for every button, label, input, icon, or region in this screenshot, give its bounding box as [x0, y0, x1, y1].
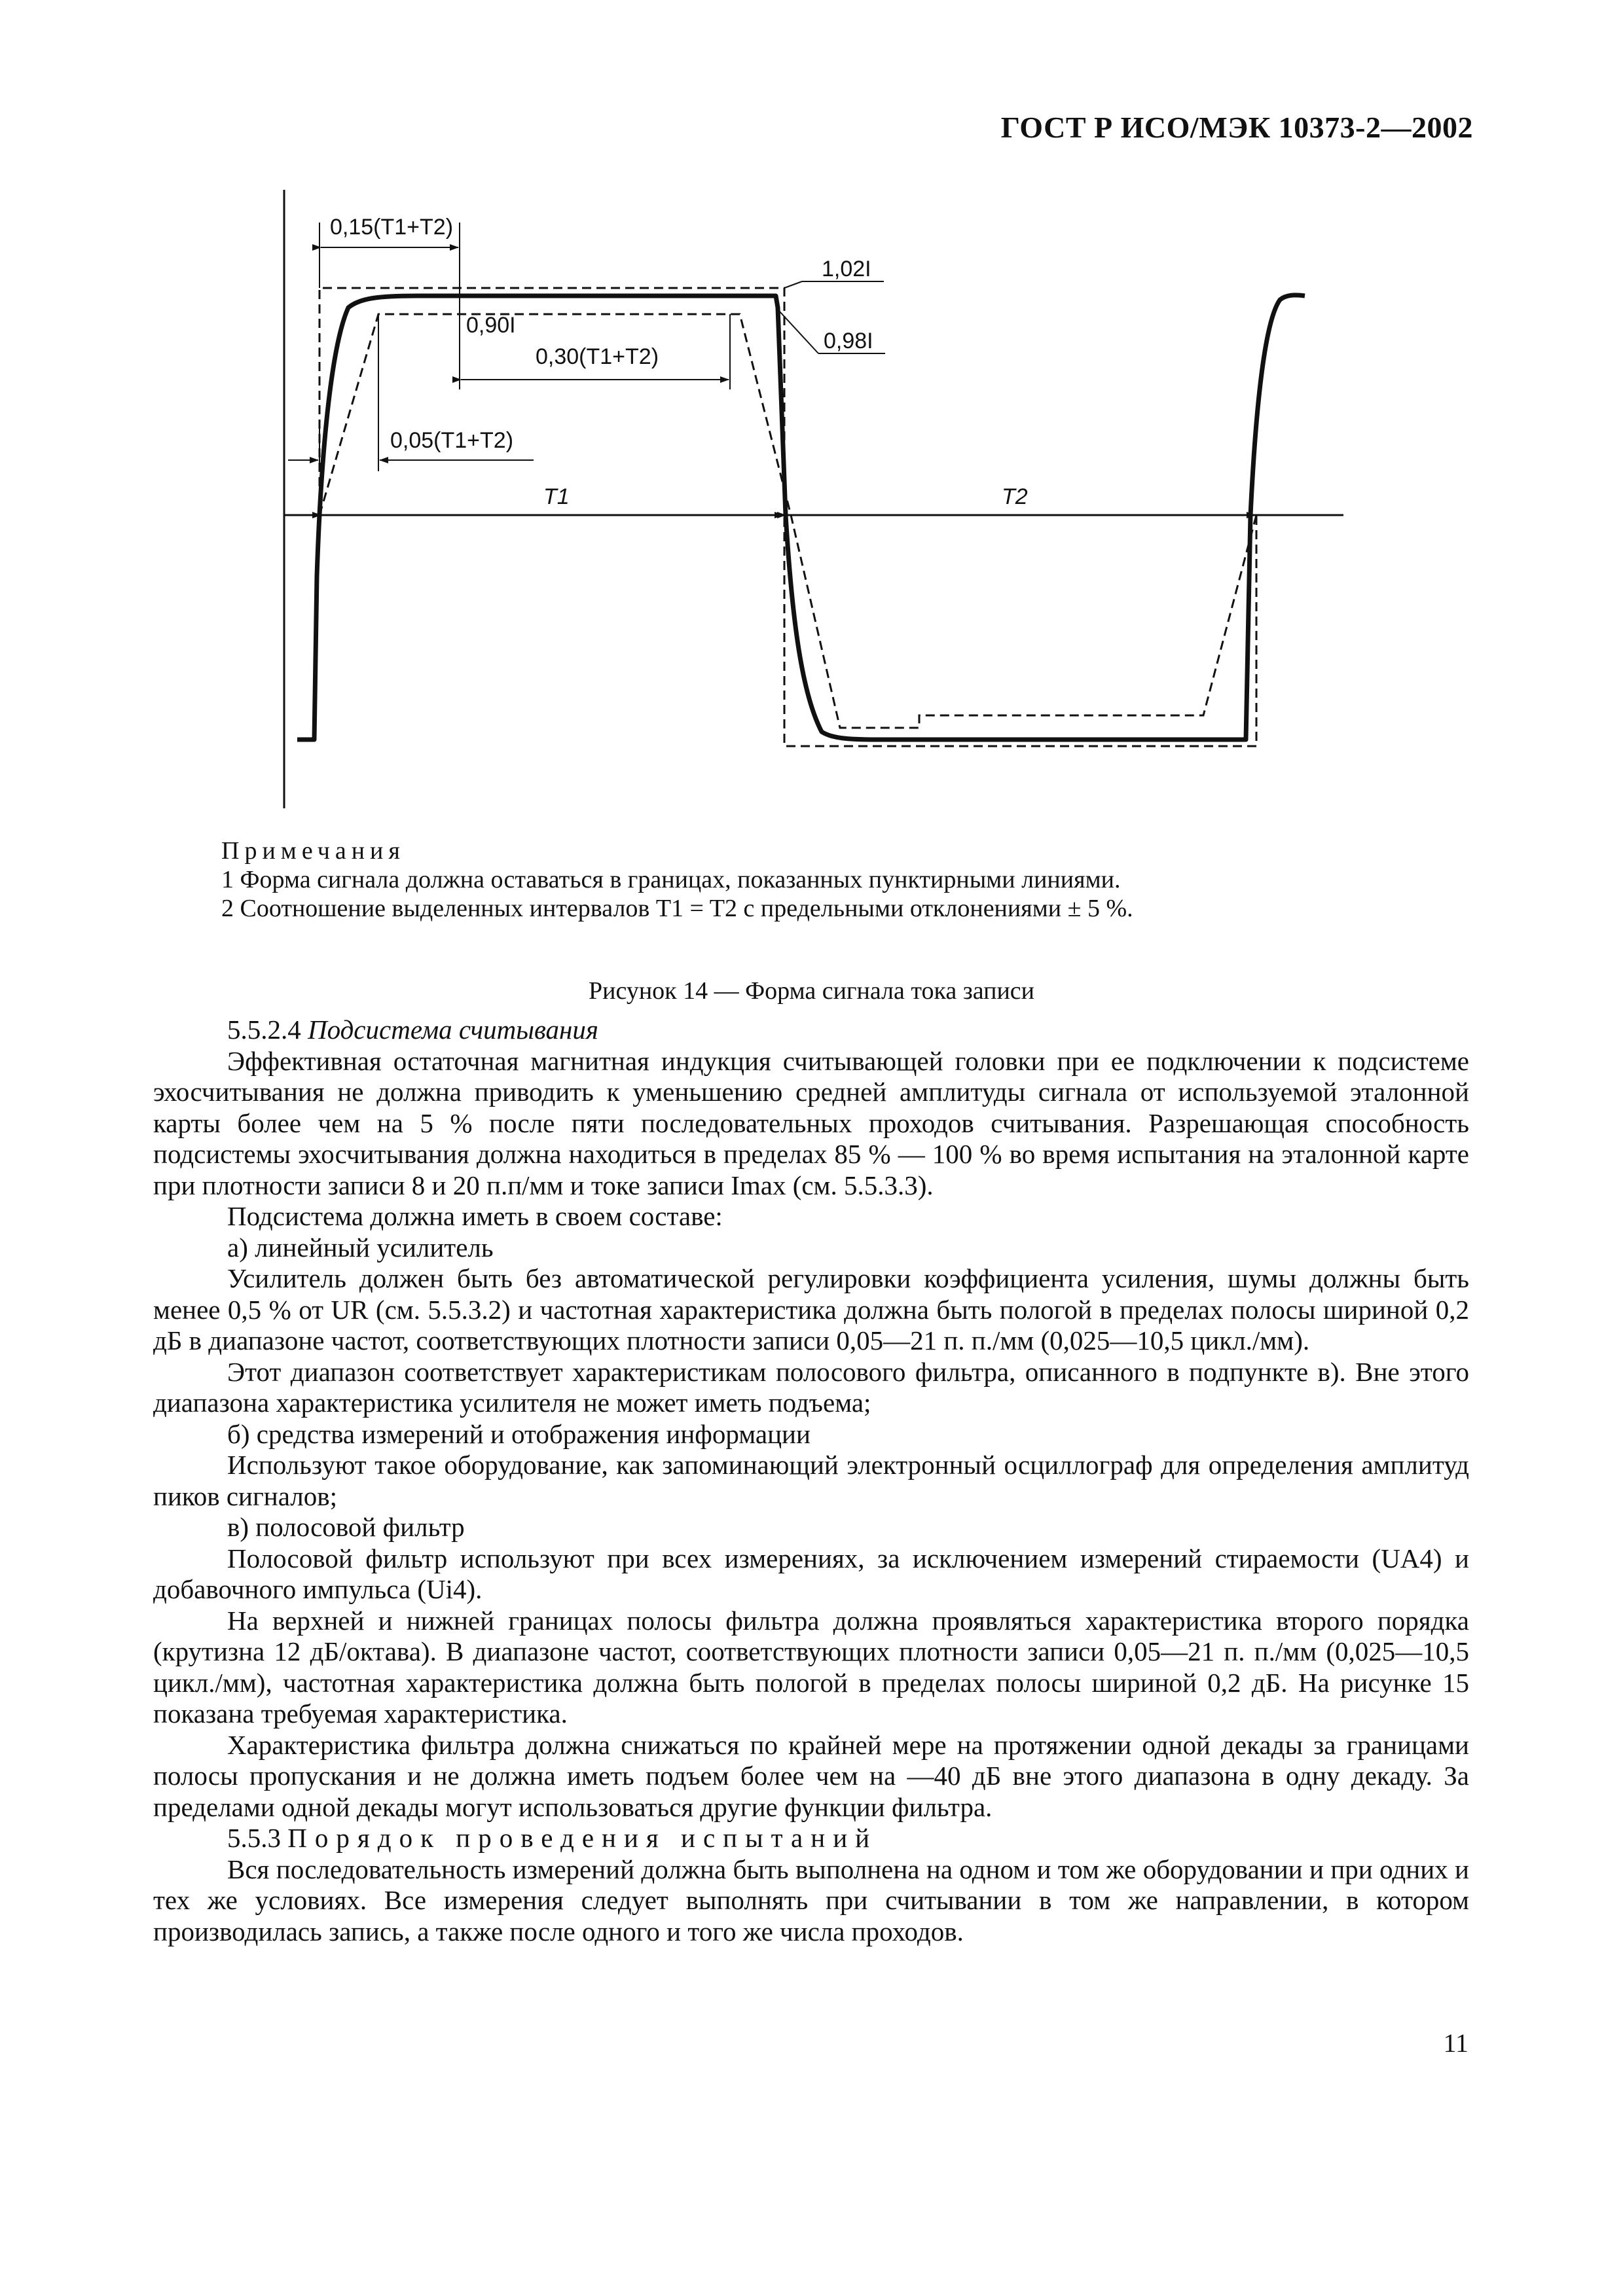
dim-015-label: 0,15(T1+T2): [330, 215, 454, 240]
document-header: ГОСТ Р ИСО/МЭК 10373-2—2002: [1000, 111, 1473, 144]
level-102-label: 1,02I: [822, 257, 871, 281]
t1-label: T1: [543, 484, 570, 509]
section-number: 5.5.2.4: [227, 1014, 301, 1045]
paragraph: На верхней и нижней границах полосы фильтра должна проявляться характеристика второго порядка (крутизна 12 дБ/октава). В диапазоне частот, соответствующих плотности записи 0,05—21 п. п./мм (0,025—10,5 цикл./мм), частотная характеристика должна быть пологой в пределах полосы шириной 0,2 дБ. На рисунке 15 показана требуемая характеристика.: [153, 1605, 1469, 1729]
t2-label: T2: [1002, 484, 1028, 509]
level-102-leader: [784, 281, 802, 288]
list-item: а) линейный усилитель: [227, 1232, 494, 1263]
section-title: Подсистема считывания: [308, 1014, 598, 1045]
write-current-waveform-figure: [0, 0, 1623, 851]
section-number: 5.5.3: [227, 1823, 281, 1853]
paragraph: Характеристика фильтра должна снижаться по крайней мере на протяжении одной декады за границами полосы пропускания и не должна иметь подъем более чем на —40 дБ вне этого диапазона в одну декаду. За пределами одной декады могут использоваться другие функции фильтра.: [153, 1729, 1469, 1822]
paragraph: Вся последовательность измерений должна быть выполнена на одном и том же оборудовании и при одних и тех же условиях. Все измерения следует выполнять при считывании в том же направлении, в котором производилась запись, а также после одного и того же числа проходов.: [153, 1854, 1469, 1946]
body-text: [153, 1014, 1469, 1947]
section-heading: [153, 1823, 1469, 1854]
list-item: в) полосовой фильтр: [227, 1512, 465, 1542]
signal-waveform: [297, 295, 1305, 740]
paragraph: Используют такое оборудование, как запоминающий электронный осциллограф для определения амплитуд пиков сигналов;: [153, 1450, 1469, 1511]
list-item: б) средства измерений и отображения информации: [227, 1418, 811, 1449]
paragraph: Эффективная остаточная магнитная индукция считывающей головки при ее подключении к подсистеме эхосчитывания не должна приводить к уменьшению средней амплитуды сигнала от используемой эталонной карты более чем на 5 % после пяти последовательных проходов считывания. Разрешающая способность подсистемы эхосчитывания должна находиться в пределах 85 % — 100 % во время испытания на эталонной карте при плотности записи 8 и 20 п.п/мм и токе записи Imax (см. 5.5.3.3).: [153, 1045, 1469, 1200]
notes-title: Примечания: [221, 837, 405, 865]
paragraph: Усилитель должен быть без автоматической регулировки коэффициента усиления, шумы должны быть менее 0,5 % от UR (см. 5.5.3.2) и частотная характеристика должна быть пологой в пределах полосы шириной 0,2 дБ в диапазоне частот, соответствующих плотности записи 0,05—21 п. п./мм (0,025—10,5 цикл./мм).: [153, 1263, 1469, 1355]
section-heading: [153, 1014, 1469, 1046]
figure-notes: [221, 836, 1133, 923]
section-title: Порядок проведения испытаний: [287, 1823, 878, 1853]
dim-030-label: 0,30(T1+T2): [536, 344, 659, 369]
dim-005-label: 0,05(T1+T2): [390, 428, 514, 453]
paragraph: Этот диапазон соответствует характеристикам полосового фильтра, описанного в подпункте в). Вне этого диапазона характеристика усилителя не может иметь подъема;: [153, 1356, 1469, 1418]
note-item: 2 Соотношение выделенных интервалов T1 = T2 с предельными отклонениями ± 5 %.: [221, 895, 1133, 922]
level-090-label: 0,90I: [466, 313, 516, 338]
figure-caption: Рисунок 14 — Форма сигнала тока записи: [589, 977, 1034, 1005]
note-item: 1 Форма сигнала должна оставаться в границах, показанных пунктирными линиями.: [221, 866, 1121, 893]
page-number: 11: [1443, 2028, 1468, 2058]
paragraph: Полосовой фильтр используют при всех измерениях, за исключением измерений стираемости (UA4) и добавочного импульса (Ui4).: [153, 1543, 1469, 1604]
level-098-label: 0,98I: [824, 329, 873, 353]
paragraph: Подсистема должна иметь в своем составе:: [227, 1201, 723, 1231]
